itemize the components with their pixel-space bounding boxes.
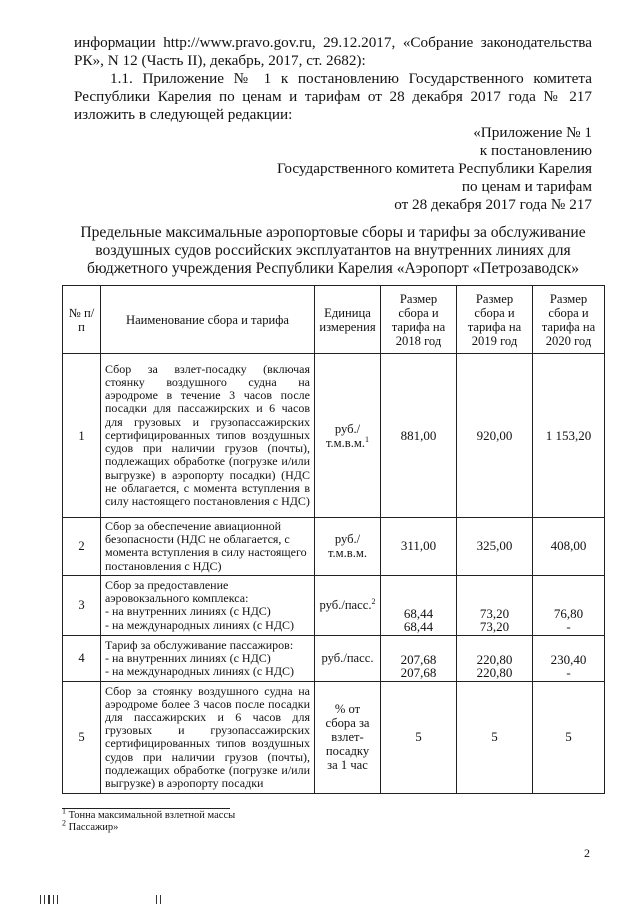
appendix-header — [250, 124, 592, 214]
row-value-2019: 5 — [457, 681, 533, 793]
footnote-ref: 1 — [365, 434, 370, 444]
row-value-2018 — [381, 575, 457, 635]
footnote-1-text: Тонна максимальной взлетной массы — [68, 810, 236, 821]
row-value-2019: 920,00 — [457, 354, 533, 518]
footnote-ref: 2 — [371, 597, 376, 607]
page-number: 2 — [584, 846, 590, 860]
row-unit: руб./ т.м.в.м. — [315, 518, 381, 576]
table-header-row — [63, 286, 605, 354]
row-value-2018: 311,00 — [381, 518, 457, 576]
row-value-2020 — [533, 635, 605, 681]
header-unit: Единица измерения — [315, 286, 381, 354]
row-num: 4 — [63, 635, 101, 681]
table-row — [63, 354, 605, 518]
fees-table — [62, 285, 605, 794]
footnote-2-mark: 2 — [62, 818, 66, 828]
row-name — [101, 575, 315, 635]
footnote-1-mark: 1 — [62, 806, 66, 816]
scan-barcode-mark — [40, 894, 58, 904]
row-name-sub-international: - на международных линиях (с НДС) — [105, 663, 294, 678]
footnote-2-text: Пассажир» — [68, 822, 119, 833]
intro-paragraph-1: информации http://www.pravo.gov.ru, 29.12.2017, «Собрание законодательства РК», N 12 (Часть II), декабрь, 2017, ст. 2682): — [74, 34, 592, 69]
row-value-2020: 5 — [533, 681, 605, 793]
row-unit: % от сбора за взлет-посадку за 1 час — [315, 681, 381, 793]
row-value-2019: 325,00 — [457, 518, 533, 576]
row-name-sub-international: - на международных линиях (с НДС) — [105, 617, 294, 632]
header-num: № п/п — [63, 286, 101, 354]
value-domestic: 68,44 — [403, 605, 434, 621]
footnotes — [62, 806, 462, 834]
row-num: 5 — [63, 681, 101, 793]
appendix-line-5: от 28 декабря 2017 года № 217 — [394, 196, 592, 213]
row-unit — [315, 575, 381, 635]
row-value-2018: 881,00 — [381, 354, 457, 518]
value-domestic: 207,68 — [400, 651, 437, 667]
value-international: 73,20 — [479, 618, 510, 634]
value-domestic: 220,80 — [476, 651, 513, 667]
appendix-line-3: Государственного комитета Республики Карелия — [276, 160, 592, 177]
row-unit — [315, 354, 381, 518]
row-value-2018 — [381, 635, 457, 681]
value-international: 220,80 — [476, 664, 513, 680]
row-num: 2 — [63, 518, 101, 576]
scan-barcode-mark — [156, 894, 161, 904]
unit-text: руб./ т.м.в.м. — [325, 421, 366, 450]
footnote-1 — [62, 806, 462, 822]
row-name: Сбор за обеспечение авиационной безопасности (НДС не облагается, с момента вступления в силу настоящего постановления с НДС) — [101, 518, 315, 576]
table-row — [63, 635, 605, 681]
header-2019: Размер сбора и тарифа на 2019 год — [457, 286, 533, 354]
appendix-line-1: «Приложение № 1 — [473, 124, 592, 141]
row-name — [101, 635, 315, 681]
row-value-2019 — [457, 635, 533, 681]
row-value-2020: 1 153,20 — [533, 354, 605, 518]
value-international: - — [566, 664, 571, 680]
appendix-line-4: по ценам и тарифам — [461, 178, 592, 195]
table-row — [63, 681, 605, 793]
footnote-separator — [62, 808, 230, 809]
row-value-2020: 408,00 — [533, 518, 605, 576]
row-name-main: Сбор за предоставление аэровокзального комплекса: — [105, 577, 249, 606]
row-name: Сбор за стоянку воздушного судна на аэродроме более 3 часов после посадки для пассажирских и 6 часов для грузовых и грузопассажирских сертифицированных типов воздушных судов при наличии грузов (почты), подлежащих обработке (погрузке и/или выгрузке) в аэропорту посадки — [101, 681, 315, 793]
header-name: Наименование сбора и тарифа — [101, 286, 315, 354]
appendix-line-2: к постановлению — [479, 142, 592, 159]
value-domestic: 230,40 — [550, 651, 587, 667]
table-row — [63, 518, 605, 576]
row-name-sub-domestic: - на внутренних линиях (с НДС) — [105, 650, 271, 665]
header-2020: Размер сбора и тарифа на 2020 год — [533, 286, 605, 354]
document-title: Предельные максимальные аэропортовые сборы и тарифы за обслуживание воздушных судов российских эксплуатантов на внутренних линиях для бюджетного учреждения Республики Карелия «Аэропорт «Петрозаводск» — [80, 224, 586, 277]
row-value-2018: 5 — [381, 681, 457, 793]
unit-text: руб./пасс. — [319, 598, 372, 613]
table-row — [63, 575, 605, 635]
row-unit: руб./пасс. — [315, 635, 381, 681]
value-international: - — [566, 618, 571, 634]
row-value-2020 — [533, 575, 605, 635]
value-international: 68,44 — [403, 618, 434, 634]
value-international: 207,68 — [400, 664, 437, 680]
row-name: Сбор за взлет-посадку (включая стоянку воздушного судна на аэродроме в течение 3 часов после посадки для пассажирских и 6 часов для грузовых и грузопассажирских сертифицированных типов воздушных судов при наличии грузов (почты), подлежащих обработке (погрузке и/или выгрузке) в аэропорту посадки) (НДС не облагается, с момента вступления в силу настоящего постановления с НДС) — [101, 354, 315, 518]
intro-text — [74, 34, 592, 124]
intro-paragraph-2: 1.1. Приложение № 1 к постановлению Государственного комитета Республики Карелия по ценам и тарифам от 28 декабря 2017 года № 217 изложить в следующей редакции: — [74, 70, 592, 123]
row-value-2019 — [457, 575, 533, 635]
value-domestic: 76,80 — [553, 605, 584, 621]
footnote-2 — [62, 818, 462, 834]
row-name-sub-domestic: - на внутренних линиях (с НДС) — [105, 604, 271, 619]
header-2018: Размер сбора и тарифа на 2018 год — [381, 286, 457, 354]
row-name-main: Тариф за обслуживание пассажиров: — [105, 637, 294, 652]
row-num: 3 — [63, 575, 101, 635]
value-domestic: 73,20 — [479, 605, 510, 621]
row-num: 1 — [63, 354, 101, 518]
